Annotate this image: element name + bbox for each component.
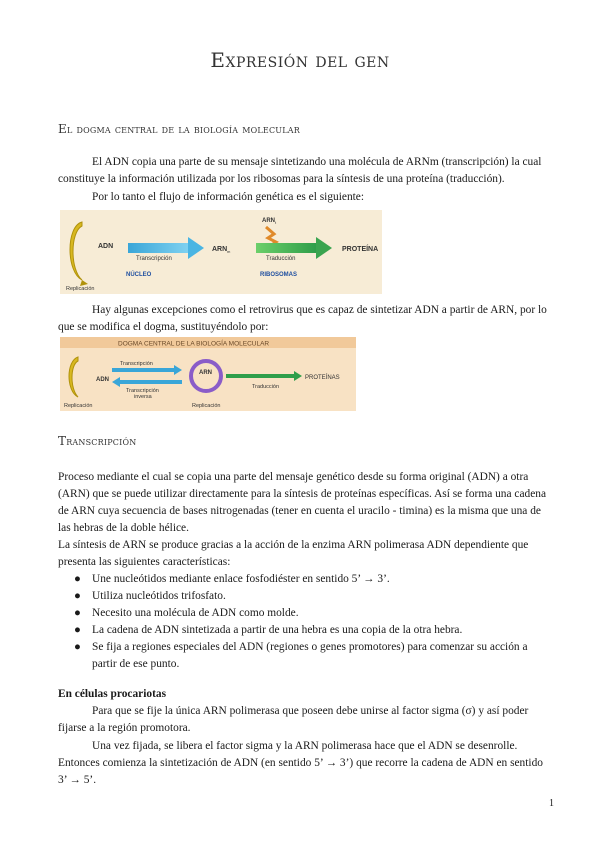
label-transcripcion-inversa: Transcripción: [126, 388, 159, 394]
bullet-icon: ●: [74, 607, 81, 619]
list-item: ● Une nucleótidos mediante enlace fosfodiéster en sentido 5’ → 3’.: [58, 571, 553, 588]
section-heading-transcripcion: Transcripción: [58, 434, 137, 448]
paragraph-dogma-intro: El ADN copia una parte de su mensaje sintetizando una molécula de ARNm (transcripción) la cual constituye la información utilizada por los ribosomas para la síntesis de una proteína (traducción).: [58, 156, 542, 185]
characteristics-list: [58, 571, 553, 673]
list-item: ● La cadena de ADN sintetizada a partir de una hebra es una copia de la otra hebra.: [58, 622, 553, 639]
arrow-transcription-icon: [188, 237, 204, 259]
genetic-flow-diagram: [60, 210, 382, 294]
label-replicacion-adn: Replicación: [64, 403, 93, 409]
bullet-icon: ●: [74, 573, 81, 585]
arrow-transcription-2-icon: [174, 365, 182, 375]
label-proteinas: PROTEÍNAS: [305, 375, 340, 381]
label-adn-2: ADN: [96, 377, 109, 383]
paragraph-retrovirus: Hay algunas excepciones como el retrovirus que es capaz de sintetizar ADN a partir de ARN, por lo que se modifica el dogma, sustituyéndolo por:: [58, 304, 547, 333]
paragraph-arn-polimerasa: La síntesis de ARN se produce gracias a la acción de la enzima ARN polimerasa ADN dependiente que presenta las siguientes características:: [58, 539, 529, 568]
label-replicacion: Replicación: [66, 286, 95, 292]
replication-adn-loop-icon: [69, 357, 78, 397]
label-traduccion: Traducción: [266, 256, 296, 262]
label-replicacion-arn: Replicación: [192, 403, 221, 409]
label-arn-m-sub: m: [227, 249, 231, 254]
paragraph-sintesis: Una vez fijada, se libera el factor sigma y la ARN polimerasa hace que el ADN se desenrolle. Entonces comienza la sintetización de ADN (en sentido 5’ → 3’) que recorre la cadena de ADN en sentido 3’ → 5’.: [58, 740, 543, 786]
figure-genetic-flow: [60, 210, 382, 294]
label-transcripcion: Transcripción: [136, 256, 172, 262]
replication-loop-icon: [70, 222, 82, 280]
label-proteina: PROTEÍNA: [342, 246, 379, 253]
label-transcripcion-2: Transcripción: [120, 361, 153, 367]
page-number: 1: [549, 798, 554, 809]
label-arn-m: ARN: [212, 246, 228, 253]
label-nucleo: NÚCLEO: [126, 272, 152, 278]
paragraph-flujo: Por lo tanto el flujo de información genética es el siguiente:: [92, 191, 365, 203]
page-title: Expresión del gen: [210, 48, 390, 72]
bullet-icon: ●: [74, 624, 81, 636]
label-dogma-title: DOGMA CENTRAL DE LA BIOLOGÍA MOLECULAR: [118, 340, 270, 348]
label-arn-t-sub: t: [275, 220, 277, 225]
figure-central-dogma: [60, 337, 356, 411]
arrow-reverse-transcription-icon: [112, 377, 120, 387]
paragraph-factor-sigma: Para que se fije la única ARN polimerasa que poseen debe unirse al factor sigma (σ) y así poder fijarse a la región promotora.: [58, 705, 529, 734]
label-traduccion-2: Traducción: [252, 384, 280, 390]
subheading-procariotas: En células procariotas: [58, 688, 166, 700]
label-arn-t: ARN: [262, 218, 275, 224]
arrow-translation-2-icon: [294, 371, 302, 381]
label-inversa: inversa: [134, 394, 152, 400]
paragraph-transcripcion-def: Proceso mediante el cual se copia una parte del mensaje genético desde su forma original (ADN) a otra (ARN) que se puede utilizar directamente para la síntesis de proteínas específicas. Así se forma una cadena de ARN cuya secuencia de bases nitrogenadas (tener en cuenta el uracilo - timina) es la misma que una de las hebras de la doble hélice.: [58, 471, 547, 534]
bullet-icon: ●: [74, 590, 81, 602]
replication-arn-loop-icon: [191, 361, 221, 391]
list-item: ● Se fija a regiones especiales del ADN (regiones o genes promotores) para comenzar su acción a partir de ese punto.: [74, 641, 528, 670]
list-item: ● Utiliza nucleótidos trifosfato.: [58, 588, 553, 605]
label-adn: ADN: [98, 243, 114, 250]
section-heading-dogma: El dogma central de la biología molecular: [58, 122, 300, 136]
label-arn-2: ARN: [199, 370, 212, 376]
arrow-translation-icon: [316, 237, 332, 259]
bullet-icon: ●: [74, 641, 81, 653]
list-item: ● Necesito una molécula de ADN como molde.: [58, 605, 553, 622]
label-ribosomas: RIBOSOMAS: [260, 272, 298, 278]
central-dogma-diagram: [60, 337, 356, 411]
